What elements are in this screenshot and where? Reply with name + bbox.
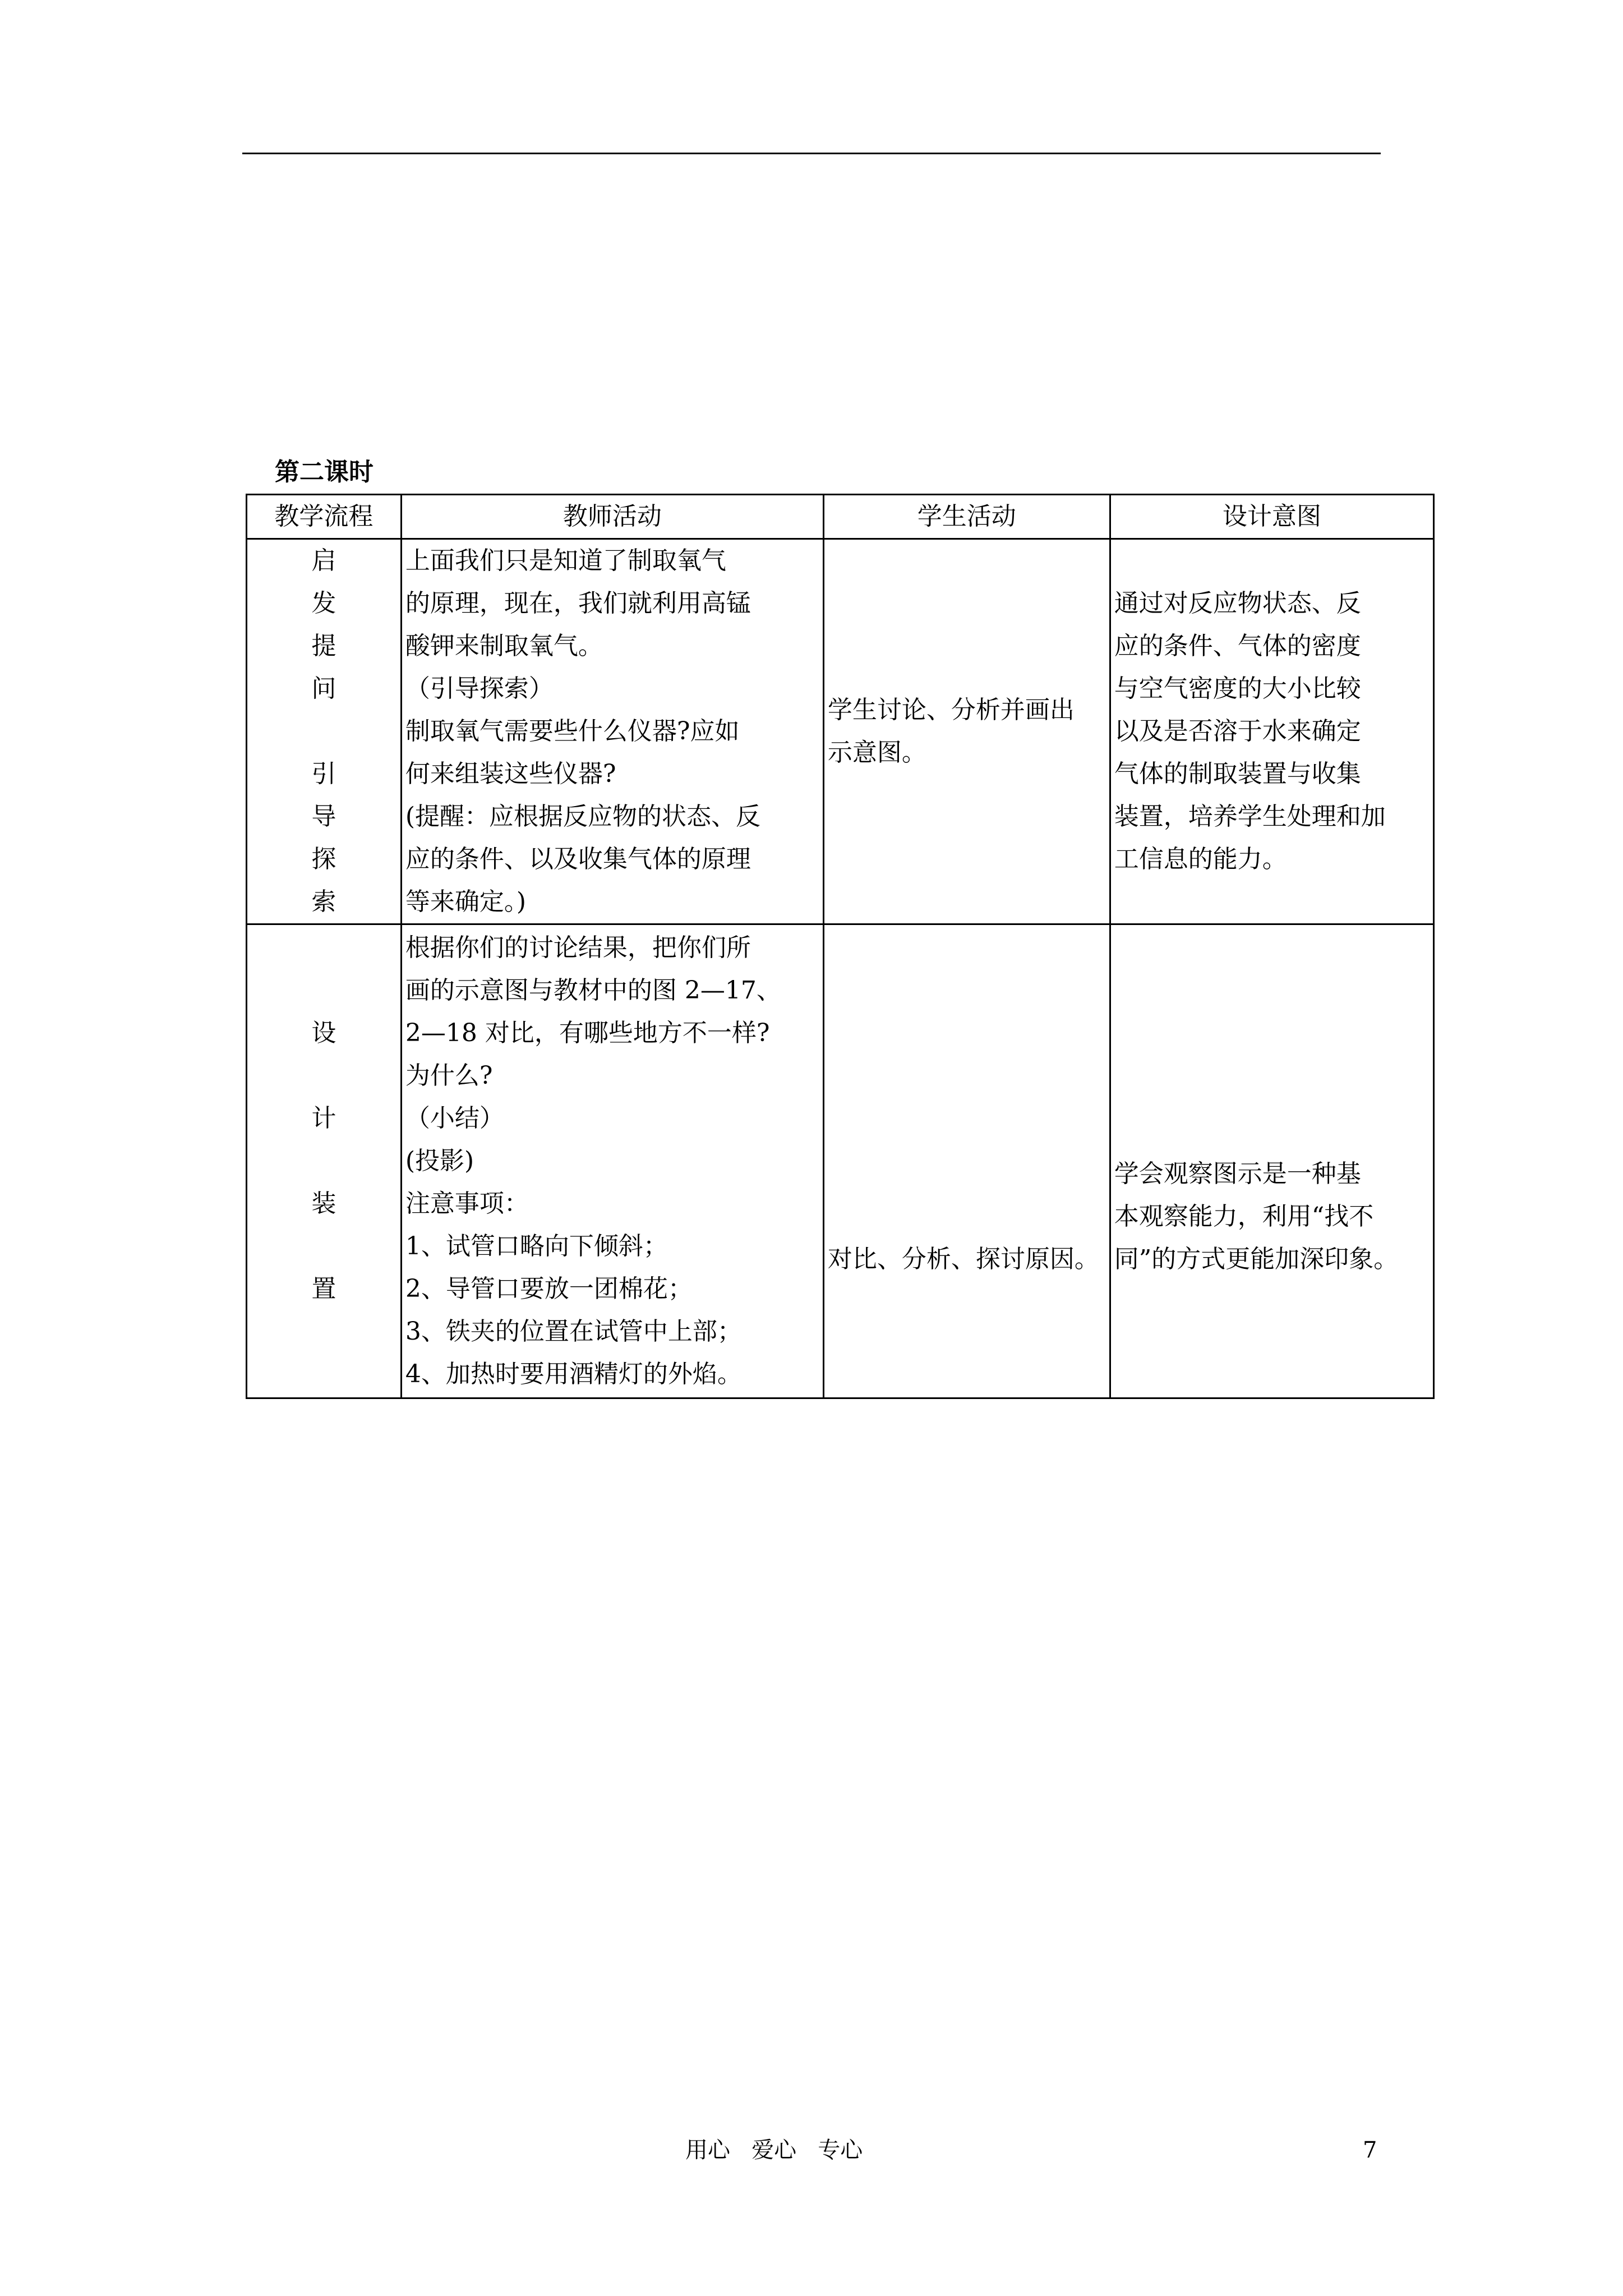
stage-char: 引 (311, 760, 336, 788)
section-title: 第二课时 (275, 458, 374, 486)
text-line: 制取氧气需要些什么仪器?应如 (405, 717, 740, 746)
text-line: 应的条件、以及收集气体的原理 (405, 845, 751, 873)
text-line: 应的条件、气体的密度 (1114, 632, 1361, 660)
text-line: 装置，培养学生处理和加 (1114, 802, 1386, 831)
stage-char: 索 (311, 887, 336, 916)
text-line: (投影) (405, 1147, 474, 1175)
text-line: 2—18 对比，有哪些地方不一样? (405, 1019, 770, 1047)
stage-gap (251, 710, 397, 753)
text-line: 何来组装这些仪器? (405, 760, 616, 788)
table-header-row (247, 495, 1434, 539)
stage-char: 探 (311, 845, 336, 873)
stage-char: 提 (311, 632, 336, 660)
text-line: 2、导管口要放一团棉花； (405, 1274, 693, 1303)
text-line: 画的示意图与教材中的图 2—17、 (405, 976, 781, 1005)
text-line: 为什么? (405, 1061, 493, 1090)
text-line: 的原理，现在，我们就利用高锰 (405, 589, 751, 618)
text-line: 注意事项： (405, 1189, 529, 1218)
table-row (247, 924, 1434, 1398)
student-activity-cell (823, 924, 1110, 1398)
stage-char: 设 (311, 1019, 336, 1047)
text-line: 4、加热时要用酒精灯的外焰。 (405, 1360, 742, 1388)
stage-cell (247, 539, 402, 924)
text-line: 酸钾来制取氧气。 (405, 632, 603, 660)
header-teaching-process: 教学流程 (247, 495, 402, 539)
footer-text: 用心 爱心 专心 (685, 2137, 863, 2163)
header-student-activity: 学生活动 (823, 495, 1110, 539)
text-line: 气体的制取装置与收集 (1114, 760, 1361, 788)
text-line: 学会观察图示是一种基 (1114, 1159, 1361, 1188)
teacher-activity-cell (401, 539, 823, 924)
header-teacher-activity: 教师活动 (401, 495, 823, 539)
text-line: （小结） (405, 1104, 504, 1133)
stage-gap (251, 1055, 397, 1097)
teacher-activity-cell (401, 924, 823, 1398)
text-line: 示意图。 (827, 738, 926, 767)
text-line: 本观察能力，利用“找不 (1114, 1202, 1374, 1231)
design-intent-cell (1110, 539, 1433, 924)
stage-cell (247, 924, 402, 1398)
page-number: 7 (1363, 2137, 1377, 2163)
text-line: 等来确定。) (405, 887, 527, 916)
text-line: 以及是否溶于水来确定 (1114, 717, 1361, 746)
text-line: 通过对反应物状态、反 (1114, 589, 1361, 618)
text-line: 上面我们只是知道了制取氧气 (405, 546, 726, 575)
student-activity-cell (823, 539, 1110, 924)
text-line: 工信息的能力。 (1114, 845, 1287, 873)
stage-char: 问 (311, 674, 336, 703)
text-line: 根据你们的讨论结果，把你们所 (405, 933, 751, 962)
header-design-intent: 设计意图 (1110, 495, 1433, 539)
lesson-plan-table (246, 494, 1435, 1399)
table-row (247, 539, 1434, 924)
text-line: 1、试管口略向下倾斜； (405, 1232, 668, 1260)
text-line: 对比、分析、探讨原因。 (827, 1245, 1099, 1273)
stage-char: 计 (311, 1104, 336, 1133)
stage-char: 导 (311, 802, 336, 831)
stage-gap (251, 1225, 397, 1268)
stage-char: 发 (311, 589, 336, 618)
stage-gap (251, 1140, 397, 1182)
text-line: 同”的方式更能加深印象。 (1114, 1245, 1399, 1273)
stage-char: 置 (311, 1274, 336, 1303)
text-line: 与空气密度的大小比较 (1114, 674, 1361, 703)
design-intent-cell (1110, 924, 1433, 1398)
header-rule (242, 153, 1381, 154)
text-line: 学生讨论、分析并画出 (827, 696, 1075, 724)
text-line: （引导探索） (405, 674, 554, 703)
text-line: (提醒：应根据反应物的状态、反 (405, 802, 761, 831)
stage-char: 装 (311, 1189, 336, 1218)
text-line: 3、铁夹的位置在试管中上部； (405, 1317, 742, 1346)
stage-char: 启 (311, 546, 336, 575)
